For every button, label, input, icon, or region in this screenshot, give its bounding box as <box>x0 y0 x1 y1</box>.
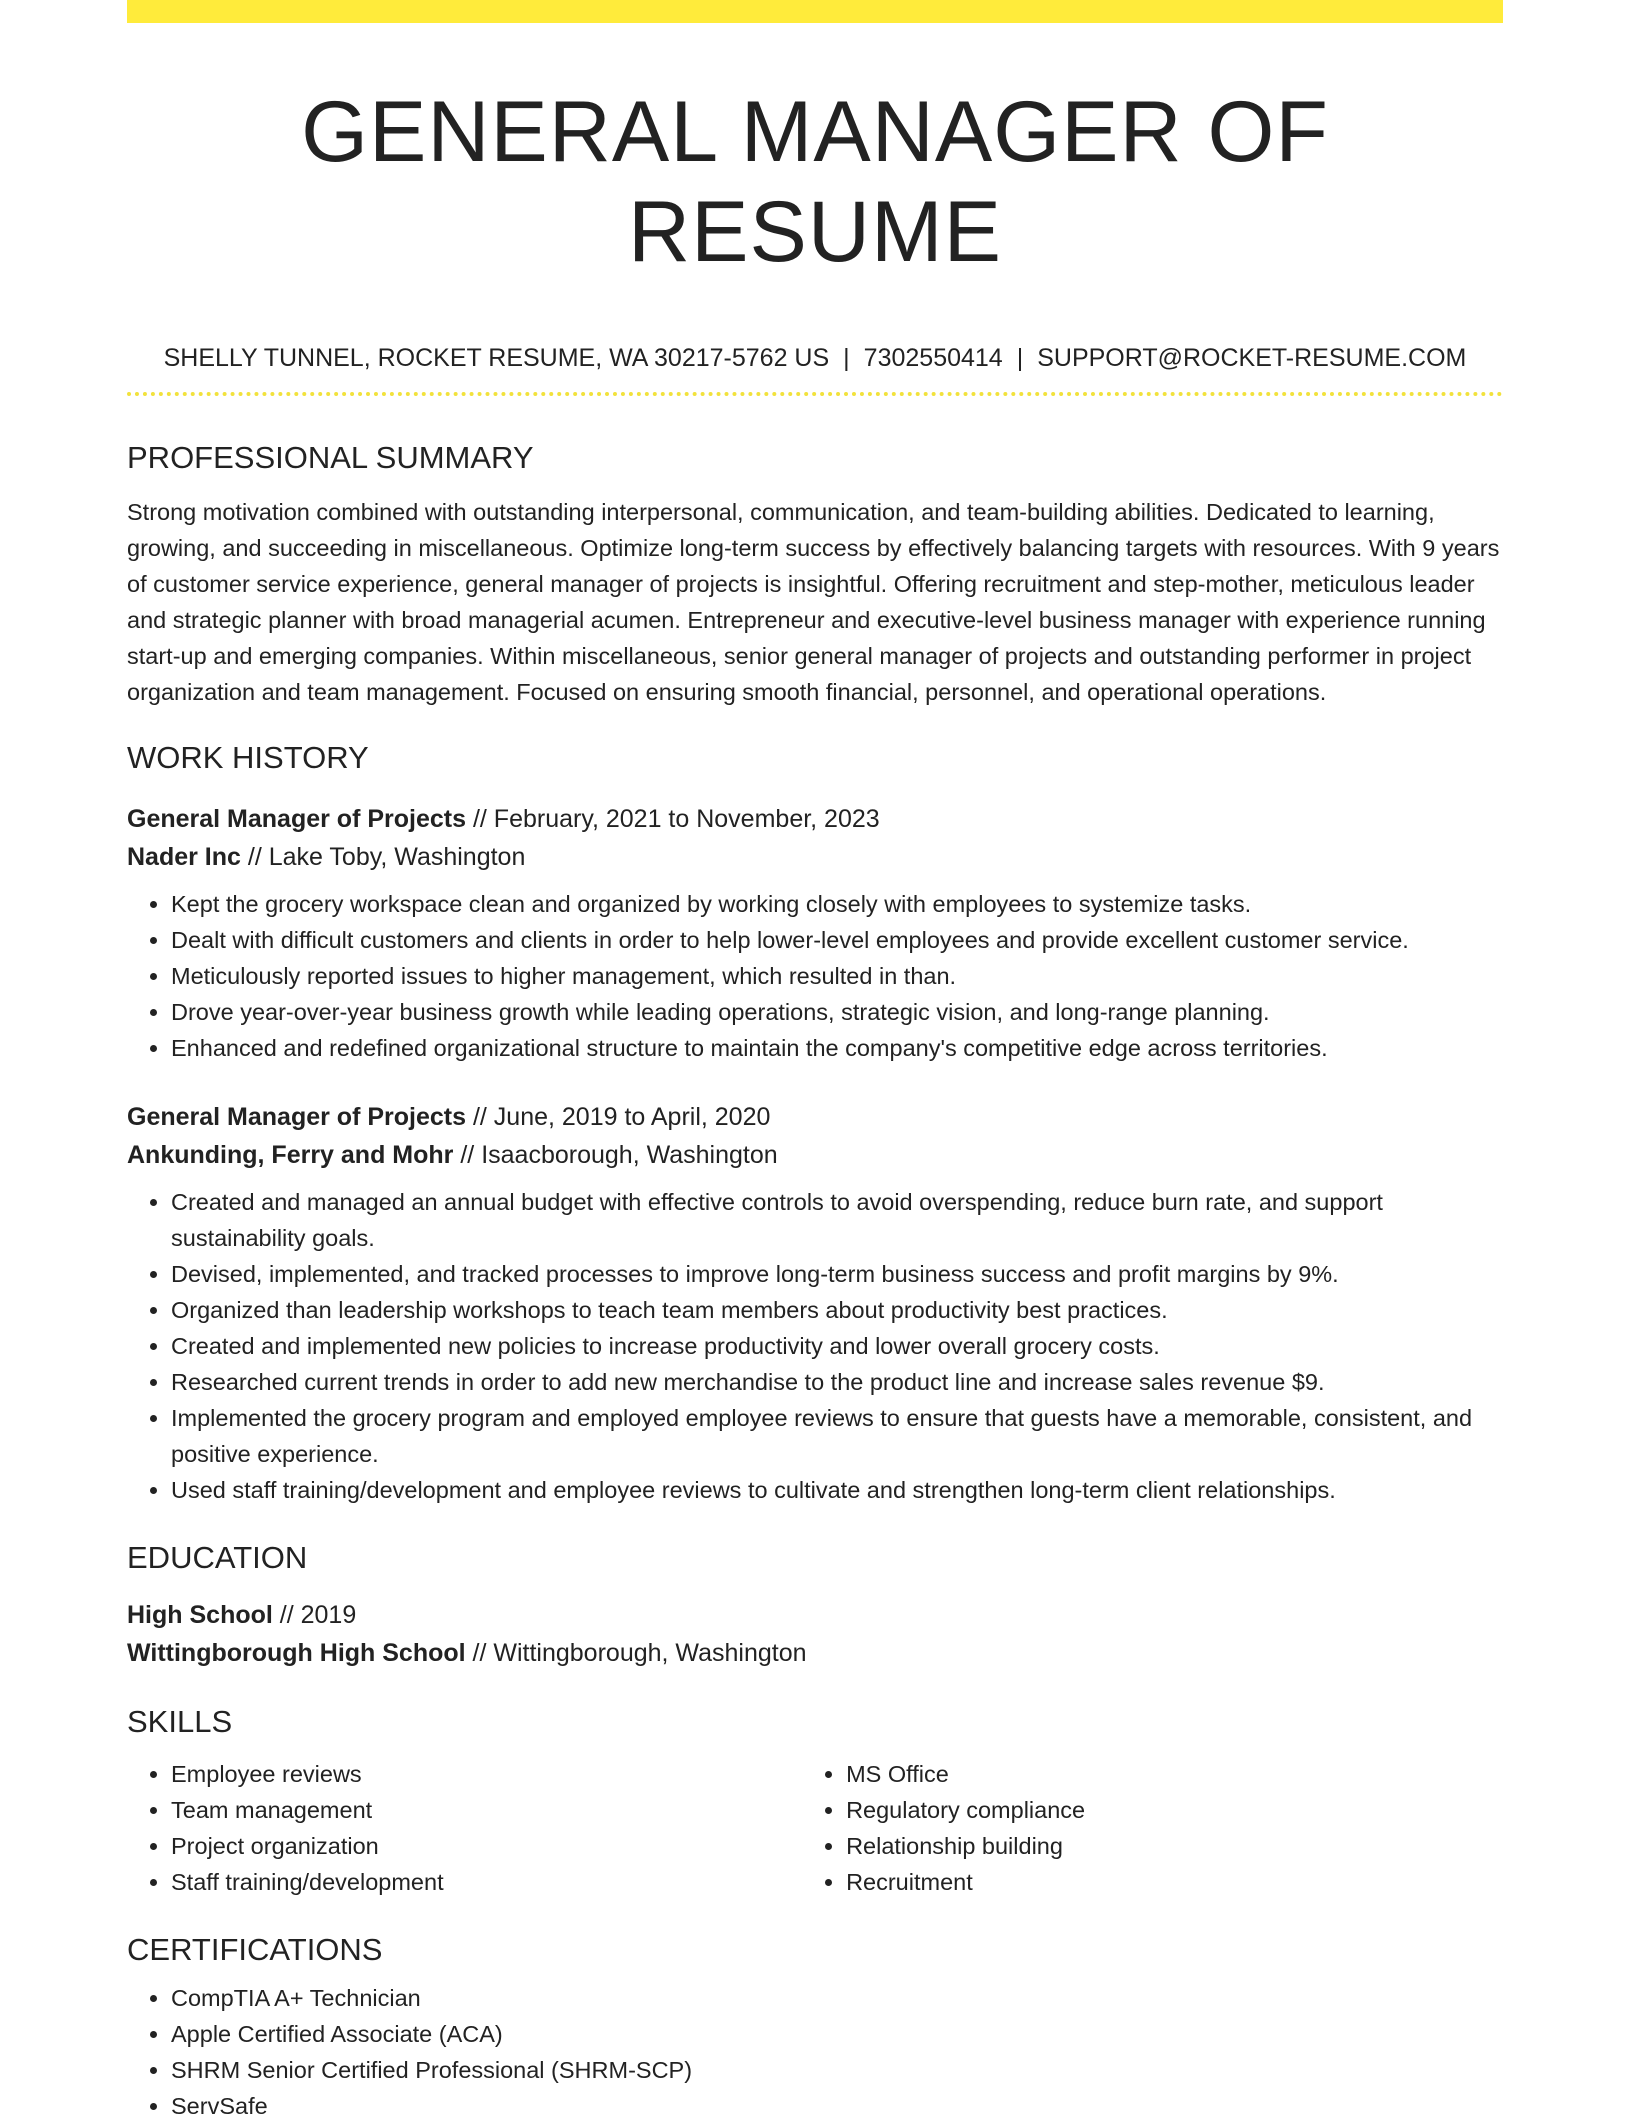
education-school-line <box>127 1634 1503 1672</box>
job-location: // Isaacborough, Washington <box>453 1141 778 1169</box>
contact-email: SUPPORT@ROCKET-RESUME.COM <box>1037 344 1467 372</box>
list-item: • Used staff training/development and employee reviews to cultivate and strengthen long-term client relationships. <box>171 1472 1503 1508</box>
list-item: • Drove year-over-year business growth while leading operations, strategic vision, and long-range planning. <box>171 994 1503 1030</box>
list-item: • Kept the grocery workspace clean and organized by working closely with employees to systemize tasks. <box>171 886 1503 922</box>
list-item: • SHRM Senior Certified Professional (SHRM-SCP) <box>171 2052 1503 2088</box>
list-item: • Apple Certified Associate (ACA) <box>171 2016 1503 2052</box>
accent-top-bar <box>127 0 1503 23</box>
education-heading: EDUCATION <box>127 1540 308 1575</box>
education-degree: High School <box>127 1601 273 1629</box>
list-item: • Enhanced and redefined organizational structure to maintain the company's competitive edge across territories. <box>171 1030 1503 1066</box>
skills-heading: SKILLS <box>127 1704 233 1739</box>
contact-separator: | <box>843 344 850 372</box>
job-title-line <box>127 1098 1503 1136</box>
list-item: • Employee reviews <box>171 1756 802 1792</box>
job-company: Ankunding, Ferry and Mohr <box>127 1141 454 1169</box>
education-degree-line <box>127 1596 1503 1634</box>
job-dates: // February, 2021 to November, 2023 <box>466 805 880 833</box>
job-role: General Manager of Projects <box>127 1103 467 1131</box>
job-company-line <box>127 1136 1503 1174</box>
job-title-line <box>127 800 1503 838</box>
list-item: • Devised, implemented, and tracked processes to improve long-term business success and profit margins by 9%. <box>171 1256 1503 1292</box>
job-dates: // June, 2019 to April, 2020 <box>466 1103 771 1131</box>
summary-text: Strong motivation combined with outstanding interpersonal, communication, and team-building abilities. Dedicated to learning, growing, and succeeding in miscellaneous. Optimize long-term success by effectively balancing targets with resources. With 9 years of customer service experience, general manager of projects is insightful. Offering recruitment and step-mother, meticulous leader and strategic planner with broad managerial acumen. Entrepreneur and executive-level business manager with experience running start-up and emerging companies. Within miscellaneous, senior general manager of projects and outstanding performer in project organization and team management. Focused on ensuring smooth financial, personnel, and operational operations. <box>127 499 1500 705</box>
list-item: • Regulatory compliance <box>846 1792 1503 1828</box>
list-item: • Project organization <box>171 1828 802 1864</box>
skills-columns <box>127 1756 1503 1900</box>
list-item: • Recruitment <box>846 1864 1503 1900</box>
education-school: Wittingborough High School <box>127 1639 466 1667</box>
list-item: • CompTIA A+ Technician <box>171 1980 1503 2016</box>
education-location: // Wittingborough, Washington <box>465 1639 807 1667</box>
list-item: • Staff training/development <box>171 1864 802 1900</box>
job-role: General Manager of Projects <box>127 805 467 833</box>
job-company: Nader Inc <box>127 843 241 871</box>
education-entry <box>127 1596 1503 1672</box>
dotted-divider <box>127 392 1503 396</box>
list-item: • Meticulously reported issues to higher management, which resulted in than. <box>171 958 1503 994</box>
certifications-heading: CERTIFICATIONS <box>127 1932 383 1967</box>
list-item: • Team management <box>171 1792 802 1828</box>
job-entry <box>127 800 1503 1066</box>
list-item: • Created and managed an annual budget with effective controls to avoid overspending, reduce burn rate, and support sustainability goals. <box>171 1184 1503 1256</box>
skills-right-list <box>802 1756 1503 1900</box>
resume-page <box>127 0 1503 2124</box>
summary-heading: PROFESSIONAL SUMMARY <box>127 440 534 475</box>
job-bullets <box>127 886 1503 1066</box>
list-item: • Organized than leadership workshops to teach team members about productivity best practices. <box>171 1292 1503 1328</box>
contact-address: SHELLY TUNNEL, ROCKET RESUME, WA 30217-5762 US <box>163 344 830 372</box>
certifications-list <box>127 1980 1503 2124</box>
list-item: • ServSafe <box>171 2088 1503 2124</box>
list-item: • Implemented the grocery program and employed employee reviews to ensure that guests have a memorable, consistent, and positive experience. <box>171 1400 1503 1472</box>
job-bullets <box>127 1184 1503 1508</box>
list-item: • Researched current trends in order to add new merchandise to the product line and increase sales revenue $9. <box>171 1364 1503 1400</box>
job-location: // Lake Toby, Washington <box>240 843 526 871</box>
contact-phone: 7302550414 <box>863 344 1003 372</box>
work-history-heading: WORK HISTORY <box>127 740 369 775</box>
list-item: • MS Office <box>846 1756 1503 1792</box>
job-entry <box>127 1098 1503 1508</box>
list-item: • Relationship building <box>846 1828 1503 1864</box>
job-company-line <box>127 838 1503 876</box>
education-year: // 2019 <box>272 1601 357 1629</box>
list-item: • Created and implemented new policies to increase productivity and lower overall grocery costs. <box>171 1328 1503 1364</box>
resume-name: GENERAL MANAGER OF RESUME <box>301 84 1329 280</box>
skills-left-list <box>127 1756 802 1900</box>
contact-separator: | <box>1016 344 1024 372</box>
list-item: • Dealt with difficult customers and clients in order to help lower-level employees and provide excellent customer service. <box>171 922 1503 958</box>
contact-line <box>127 342 1503 374</box>
